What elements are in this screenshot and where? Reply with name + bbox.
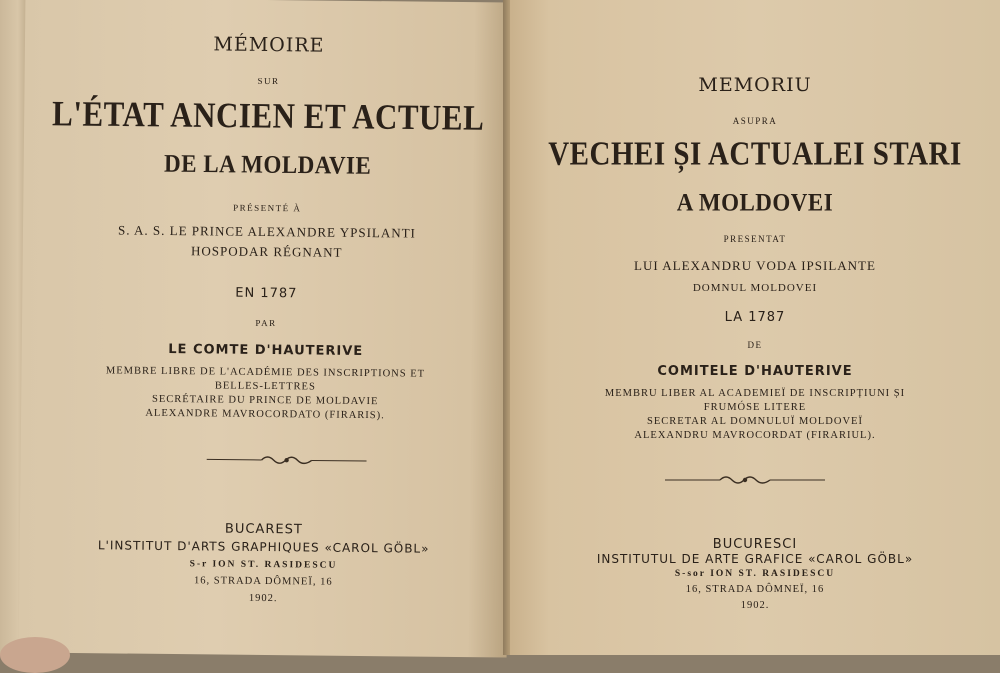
presentat-label: PRESENTAT [723,234,787,244]
successor: S-r ION ST. RASIDESCU [189,559,338,571]
author-name: COMITELE D'HAUTERIVE [657,364,853,379]
city: BUCAREST [224,521,303,538]
street: 16, STRADA DÔMNEÏ, 16 [194,575,333,588]
publication-year: 1902. [248,592,278,605]
publisher: L'INSTITUT D'ARTS GRAPHIQUES «CAROL GÖBL» [97,538,430,556]
city: BUCURESCI [712,537,798,552]
author-desc-4: ALEXANDRU MAVROCORDAT (FIRARIUL). [634,430,876,441]
memoire-heading: MÉMOIRE [213,33,325,57]
memoriu-heading: MEMORIU [698,74,812,96]
main-title-line1: L'ÉTAT ANCIEN ET ACTUEL [51,93,485,138]
left-title-page [19,0,514,658]
ornament-divider-icon [665,472,825,488]
prince-line: LUI ALEXANDRU VODA IPSILANTE [634,258,876,273]
main-title-line1: VECHEI ȘI ACTUALEI STARI [548,135,962,173]
author-desc-4: ALEXANDRE MAVROCORDATO (FIRARIS). [145,407,385,422]
par-label: PAR [255,317,277,329]
successor: S-sor ION ST. RASIDESCU [674,569,836,579]
ornament-divider-icon [207,451,367,469]
publisher: INSTITUTUL DE ARTE GRAFICE «CAROL GÖBL» [596,552,914,566]
sur-label: SUR [257,75,280,87]
main-title-line2: DE LA MOLDAVIE [163,149,372,180]
author-desc-3: SECRÉTAIRE DU PRINCE DE MOLDAVIE [151,393,379,408]
prince-line: S. A. S. LE PRINCE ALEXANDRE YPSILANTI [117,222,417,241]
author-desc-1: MEMBRE LIBRE DE L'ACADÉMIE DES INSCRIPTIONS ET [105,365,426,380]
year-line: LA 1787 [724,310,786,325]
publication-year: 1902. [740,600,770,611]
author-desc-2: BELLES-LETTRES [214,380,316,393]
author-desc-1: MEMBRU LIBER AL ACADEMIEÏ DE INSCRIPȚIUNI ȘI [604,388,906,399]
year-line: EN 1787 [235,285,298,302]
right-title-page [510,0,1000,655]
de-label: DE [747,340,763,350]
author-name: LE COMTE D'HAUTERIVE [168,341,364,360]
asupra-label: ASUPRA [732,116,778,126]
main-title-line2: A MOLDOVEI [676,188,834,217]
hospodar-line: HOSPODAR RÉGNANT [191,243,343,260]
presente-label: PRÉSENTÉ À [233,202,302,214]
finger [0,637,70,673]
author-desc-3: SECRETAR AL DOMNULUÏ MOLDOVEÏ [647,416,863,427]
domnul-line: DOMNUL MOLDOVEI [692,282,818,294]
author-desc-2: FRUMÓSE LITERE [703,402,807,413]
street: 16, STRADA DÔMNEÏ, 16 [685,584,825,595]
